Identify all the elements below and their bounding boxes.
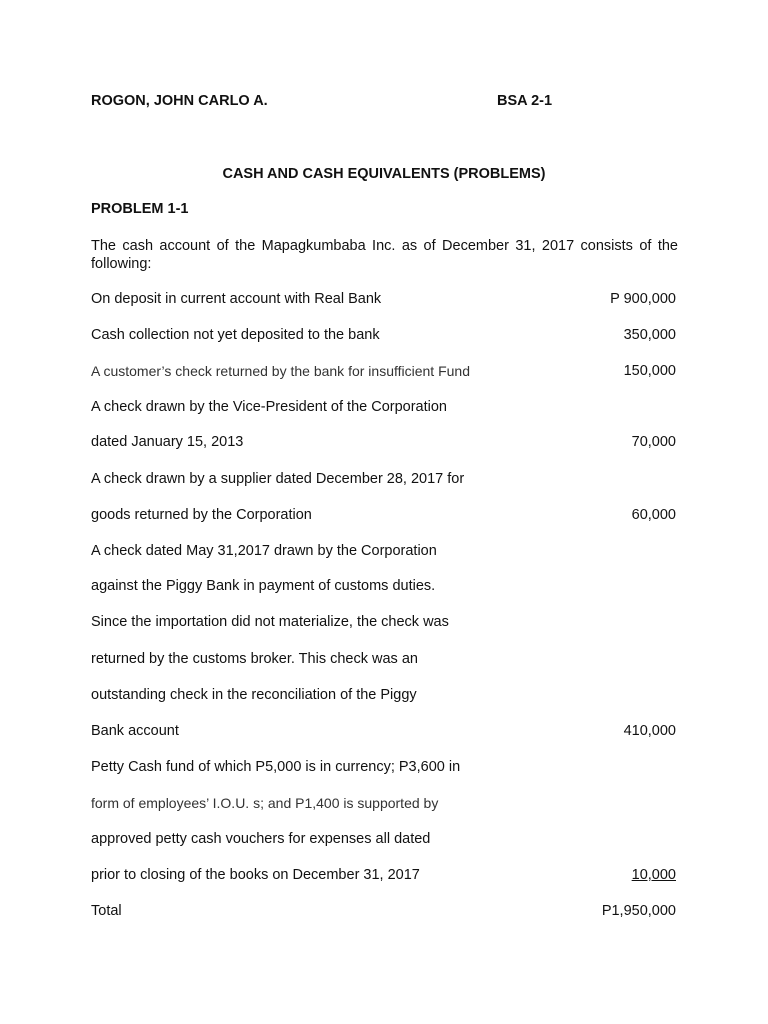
- line-item-label: Since the importation did not materialize, the check was: [91, 614, 449, 630]
- line-item-label: Petty Cash fund of which P5,000 is in currency; P3,600 in: [91, 759, 461, 775]
- line-item-label: Bank account: [91, 723, 179, 739]
- line-item-label: A customer’s check returned by the bank for insufficient Fund: [91, 363, 470, 379]
- line-item-label: against the Piggy Bank in payment of customs duties.: [91, 578, 436, 594]
- line-item-label: form of employees’ I.O.U. s; and P1,400 is supported by: [91, 795, 439, 811]
- line-item-label: approved petty cash vouchers for expenses all dated: [91, 831, 431, 847]
- line-item-label: returned by the customs broker. This check was an: [91, 651, 418, 667]
- line-item-label: A check dated May 31,2017 drawn by the Corporation: [91, 543, 437, 559]
- line-item-amount: 60,000: [631, 507, 676, 523]
- document-title: CASH AND CASH EQUIVALENTS (PROBLEMS): [222, 166, 546, 182]
- line-item-label: dated January 15, 2013: [91, 434, 244, 450]
- line-item-amount: 150,000: [623, 363, 676, 379]
- line-item-label: On deposit in current account with Real Bank: [91, 291, 382, 307]
- total-label: Total: [91, 903, 122, 919]
- total-amount: P1,950,000: [601, 903, 676, 919]
- line-item-label: A check drawn by the Vice-President of the Corporation: [91, 399, 447, 415]
- problem-intro: The cash account of the Mapagkumbaba Inc. as of December 31, 2017 consists of the following:: [91, 238, 678, 272]
- line-item-amount: 10,000: [631, 867, 676, 883]
- line-item-label: outstanding check in the reconciliation of the Piggy: [91, 687, 417, 703]
- line-item-label: prior to closing of the books on December 31, 2017: [91, 867, 420, 883]
- student-section: BSA 2-1: [497, 93, 553, 109]
- line-item-amount: P 900,000: [610, 291, 676, 307]
- line-item-amount: 70,000: [631, 434, 676, 450]
- line-item-amount: 410,000: [623, 723, 676, 739]
- student-name: ROGON, JOHN CARLO A.: [91, 93, 268, 109]
- line-item-label: A check drawn by a supplier dated December 28, 2017 for: [91, 471, 465, 487]
- problem-heading: PROBLEM 1-1: [91, 201, 189, 217]
- line-item-amount: 350,000: [623, 327, 676, 343]
- line-item-label: Cash collection not yet deposited to the bank: [91, 327, 380, 343]
- line-item-label: goods returned by the Corporation: [91, 507, 312, 523]
